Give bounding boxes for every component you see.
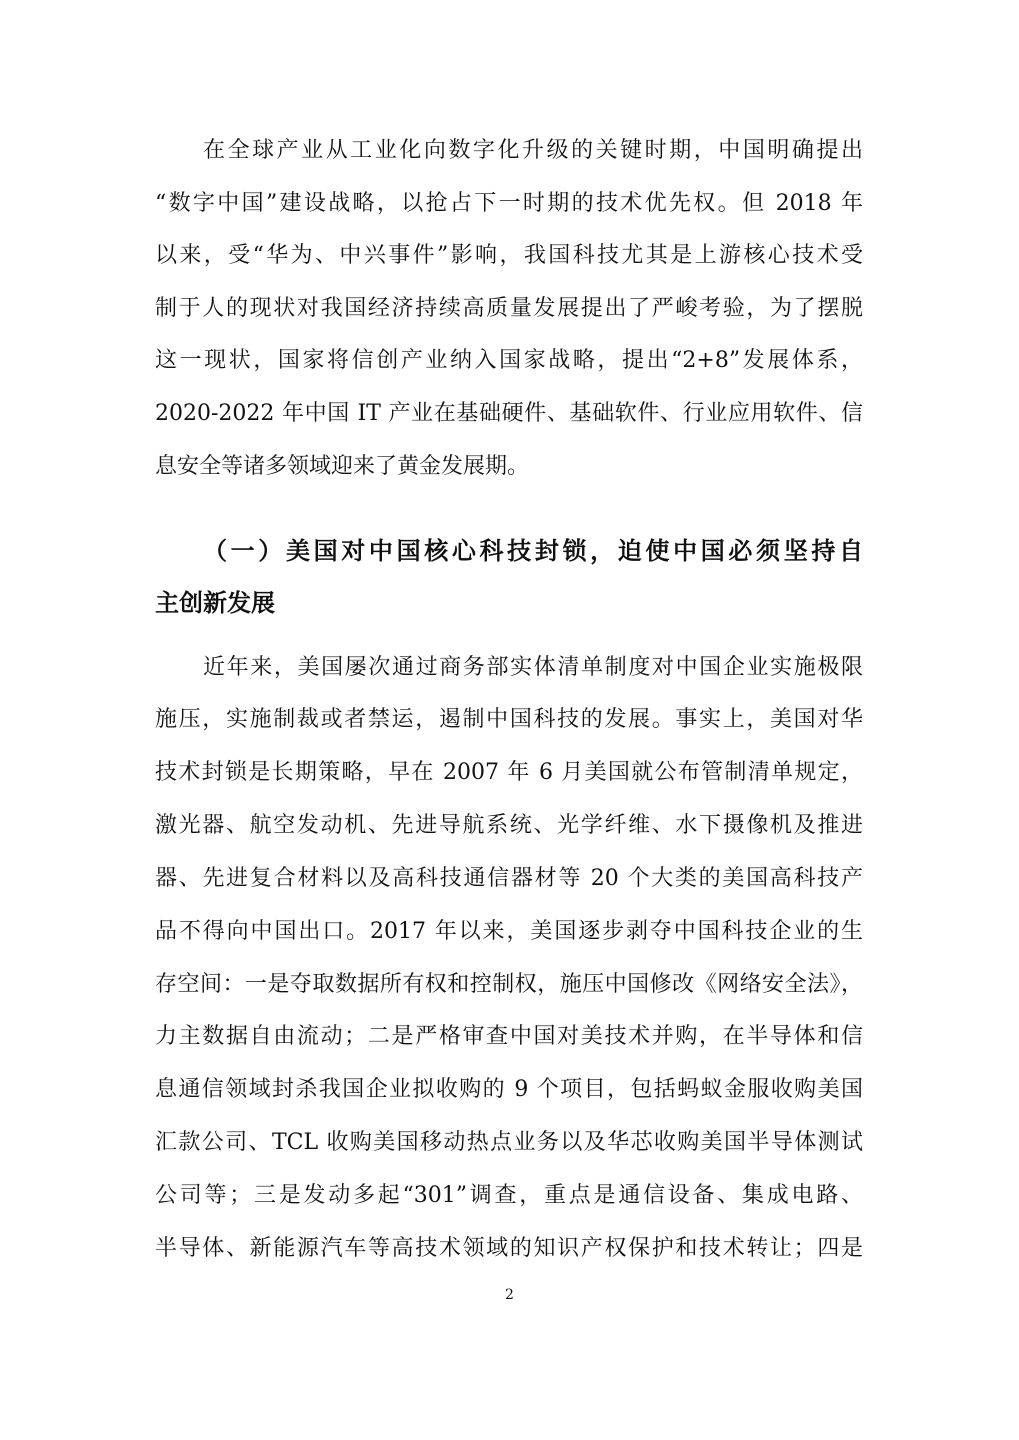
text-line: 在全球产业从工业化向数字化升级的关键时期，中国明确提出 [203, 138, 863, 163]
text-line: 近年来，美国屡次通过商务部实体清单制度对中国企业实施极限 [203, 655, 863, 680]
text-line: 这一现状，国家将信创产业纳入国家战略，提出“2+8”发展体系， [155, 348, 863, 373]
text-line: 制于人的现状对我国经济持续高质量发展提出了严峻考验，为了摆脱 [155, 296, 863, 321]
text-line: 息通信领域封杀我国企业拟收购的 9 个项目，包括蚂蚁金服收购美国 [155, 1077, 863, 1102]
text-line: 技术封锁是长期策略，早在 2007 年 6 月美国就公布管制清单规定， [155, 760, 863, 785]
text-line: 半导体、新能源汽车等高技术领域的知识产权保护和技术转让；四是 [155, 1236, 863, 1261]
text-line: 品不得向中国出口。2017 年以来，美国逐步剥夺中国科技企业的生 [155, 919, 863, 944]
text-line: 2020-2022 年中国 IT 产业在基础硬件、基础软件、行业应用软件、信 [155, 401, 863, 426]
heading-line: （一）美国对中国核心科技封锁，迫使中国必须坚持自 [203, 536, 863, 565]
heading-line: 主创新发展 [155, 588, 275, 617]
page-number: 2 [505, 1287, 514, 1303]
text-line: 力主数据自由流动；二是严格审查中国对美技术并购，在半导体和信 [155, 1024, 863, 1049]
text-line: 息安全等诸多领域迎来了黄金发展期。 [155, 454, 530, 479]
text-line: 公司等；三是发动多起“301”调查，重点是通信设备、集成电路、 [155, 1183, 863, 1208]
text-line: 存空间：一是夺取数据所有权和控制权，施压中国修改《网络安全法》， [155, 972, 863, 997]
text-line: 汇款公司、TCL 收购美国移动热点业务以及华芯收购美国半导体测试 [155, 1130, 863, 1155]
text-line: 以来，受“华为、中兴事件”影响，我国科技尤其是上游核心技术受 [155, 243, 863, 268]
text-line: 施压，实施制裁或者禁运，遏制中国科技的发展。事实上，美国对华 [155, 707, 863, 732]
text-line: 器、先进复合材料以及高科技通信器材等 20 个大类的美国高科技产 [155, 866, 863, 891]
text-line: “数字中国”建设战略，以抢占下一时期的技术优先权。但 2018 年 [155, 191, 863, 216]
text-line: 激光器、航空发动机、先进导航系统、光学纤维、水下摄像机及推进 [155, 813, 863, 838]
